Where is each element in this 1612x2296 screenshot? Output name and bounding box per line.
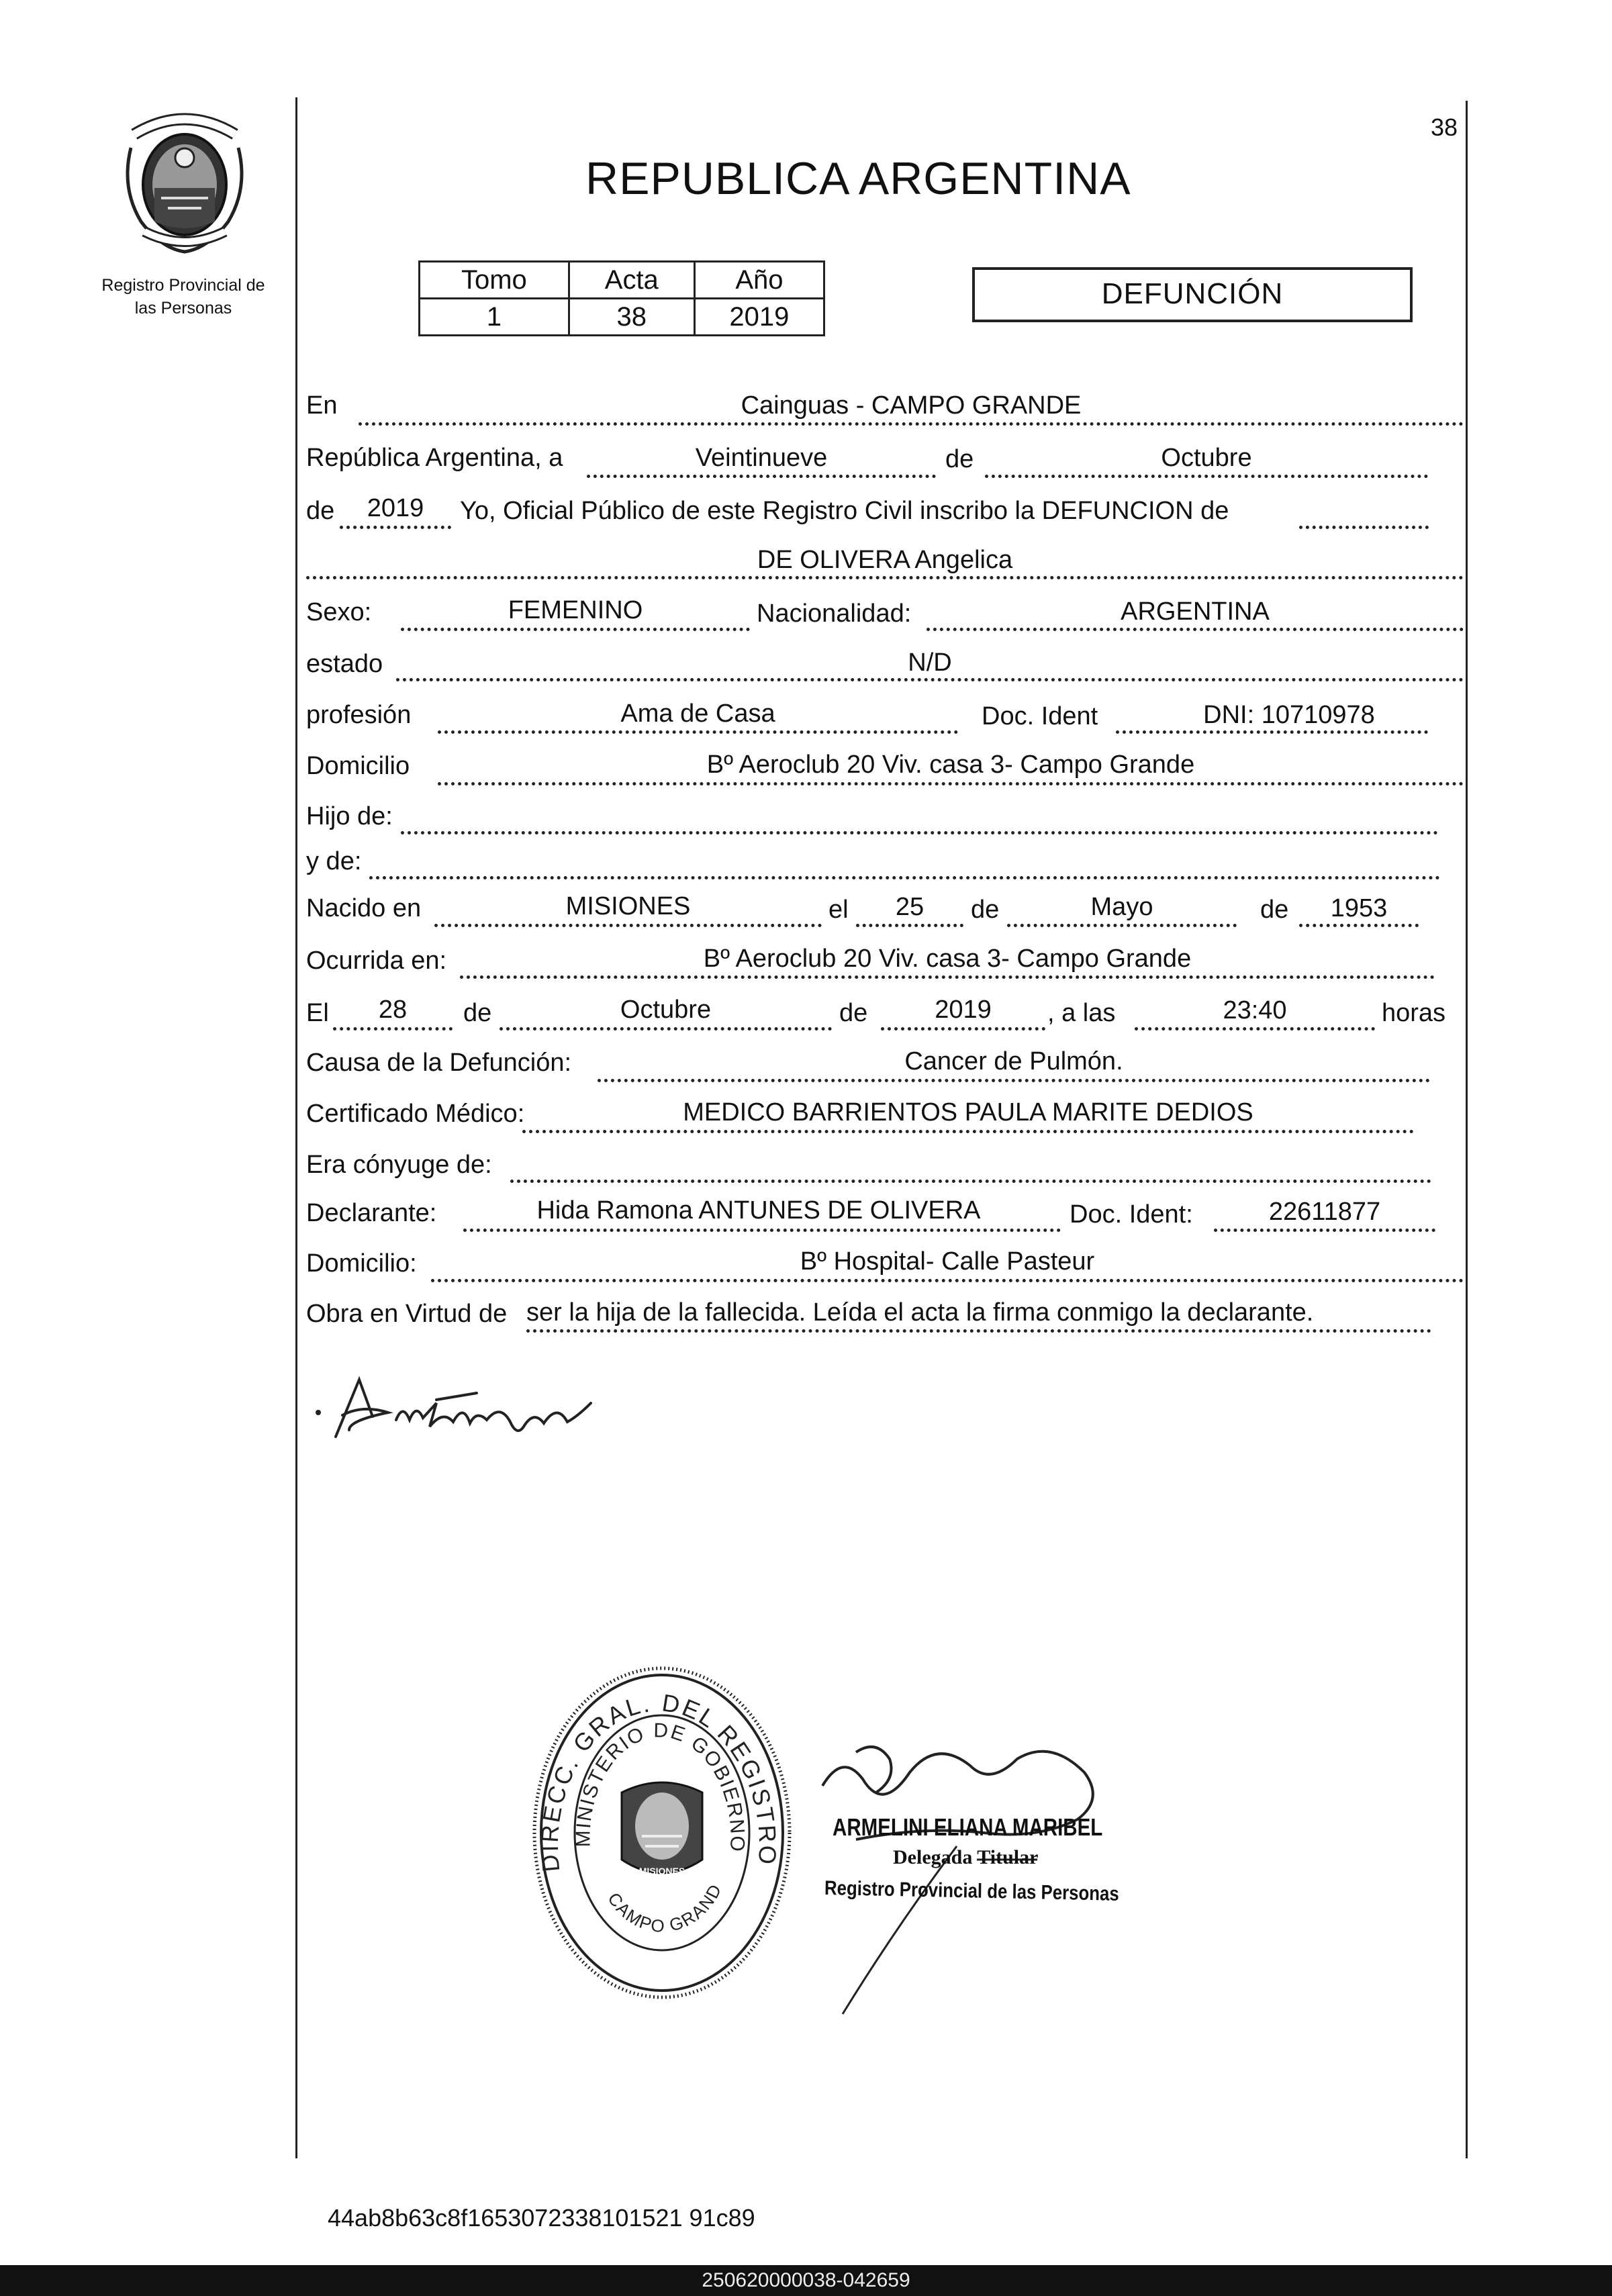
official-round-stamp — [521, 1658, 803, 2007]
stamp-bottom-text: CAMPO GRAND — [604, 1880, 726, 1937]
obra-value: ser la hija de la fallecida. Leída el acta la firma conmigo la declarante. — [526, 1298, 1314, 1327]
profesion-label: profesión — [306, 701, 412, 729]
de4-label: de — [1260, 896, 1289, 924]
decl-doc-dotted-line — [1214, 1229, 1435, 1232]
nac-anio-value: 1953 — [1330, 894, 1388, 922]
sexo-dotted-line — [401, 628, 750, 631]
def-dia-value: 28 — [378, 996, 408, 1024]
el-label: el — [828, 896, 849, 924]
en-label: En — [306, 391, 338, 420]
oficial-trailing-dots — [1299, 526, 1429, 529]
stamp-inner-text: MINISTERIO DE GOBIERNO — [572, 1719, 749, 1854]
yde-dotted-line — [369, 876, 1440, 879]
certificado-label: Certificado Médico: — [306, 1100, 525, 1128]
logo-caption-line2: las Personas — [134, 299, 232, 318]
hijo-label: Hijo de: — [306, 802, 393, 830]
nombre-dotted-line — [306, 576, 1464, 579]
causa-value: Cancer de Pulmón. — [904, 1047, 1123, 1075]
sexo-label: Sexo: — [306, 598, 372, 626]
de5-label: de — [463, 999, 492, 1027]
horas-label: horas — [1382, 999, 1446, 1027]
en-value: Cainguas - CAMPO GRANDE — [741, 391, 1082, 420]
certificado-value: MEDICO BARRIENTOS PAULA MARITE DEDIOS — [683, 1098, 1253, 1127]
declarant-signature — [309, 1363, 631, 1457]
mes-dotted-line — [985, 475, 1428, 478]
dia-value: Veintinueve — [695, 444, 828, 472]
stamp-outer-text: DIRECC. GRAL. DEL REGISTRO — [535, 1688, 782, 1874]
alas-label: , a las — [1047, 999, 1116, 1027]
page-number: 38 — [1431, 113, 1458, 141]
de6-label: de — [839, 999, 868, 1027]
stamp-center-text: MISIONES — [638, 1866, 685, 1876]
de-label: de — [945, 445, 974, 473]
hijo-dotted-line — [401, 831, 1438, 834]
republica-label: República Argentina, a — [306, 444, 563, 472]
declarante-label: Declarante: — [306, 1199, 437, 1227]
estado-value: N/D — [908, 649, 952, 677]
yde-label: y de: — [306, 847, 362, 875]
nacionalidad-value: ARGENTINA — [1121, 597, 1270, 626]
conyuge-dotted-line — [510, 1180, 1431, 1183]
certificado-dotted-line — [522, 1130, 1414, 1133]
document-type-box: DEFUNCIÓN — [972, 267, 1413, 322]
acta-value: 38 — [569, 299, 694, 336]
causa-label: Causa de la Defunción: — [306, 1049, 572, 1077]
anio-value: 2019 — [367, 494, 424, 522]
doc-ident-label: Doc. Ident — [982, 702, 1098, 730]
obra-dotted-line — [526, 1329, 1431, 1333]
def-mes-value: Octubre — [620, 996, 712, 1024]
domicilio-value: Bº Aeroclub 20 Viv. casa 3- Campo Grande — [706, 751, 1195, 779]
nacionalidad-dotted-line — [927, 628, 1464, 631]
def-hora-value: 23:40 — [1223, 996, 1287, 1024]
obra-label: Obra en Virtud de — [306, 1300, 508, 1328]
declarante-value: Hida Ramona ANTUNES DE OLIVERA — [536, 1196, 981, 1225]
decl-doc-label: Doc. Ident: — [1070, 1200, 1193, 1229]
profesion-value: Ama de Casa — [620, 700, 775, 728]
anio-dotted-line — [340, 526, 451, 529]
nacido-value: MISIONES — [565, 892, 691, 920]
nacido-dotted-line — [434, 924, 822, 927]
ocurrida-value: Bº Aeroclub 20 Viv. casa 3- Campo Grande — [703, 945, 1192, 973]
en-dotted-line — [359, 422, 1464, 426]
nombre-value: DE OLIVERA Angelica — [757, 546, 1013, 574]
de2-label: de — [306, 497, 335, 525]
oficial-text: Yo, Oficial Público de este Registro Civil inscribo la DEFUNCION de — [460, 497, 1229, 525]
el2-label: El — [306, 999, 329, 1027]
decl-doc-value: 22611877 — [1268, 1198, 1381, 1226]
province-shield-logo — [114, 107, 255, 255]
ocurrida-label: Ocurrida en: — [306, 947, 447, 975]
conyuge-label: Era cónyuge de: — [306, 1151, 492, 1179]
official-role: Delegada Titular — [893, 1846, 1039, 1868]
causa-dotted-line — [598, 1079, 1430, 1082]
def-anio-dotted-line — [881, 1027, 1045, 1031]
de3-label: de — [971, 896, 1000, 924]
official-signature-scribble — [816, 1725, 1151, 2021]
mes-value: Octubre — [1161, 444, 1252, 472]
def-anio-value: 2019 — [935, 996, 992, 1024]
anio-value: 2019 — [694, 299, 824, 336]
nac-mes-value: Mayo — [1090, 893, 1153, 921]
def-hora-dotted-line — [1135, 1027, 1375, 1031]
estado-label: estado — [306, 650, 383, 678]
page-title: REPUBLICA ARGENTINA — [585, 153, 1131, 204]
nac-anio-dotted-line — [1299, 924, 1419, 927]
nacionalidad-label: Nacionalidad: — [757, 600, 912, 628]
profesion-dotted-line — [438, 730, 958, 734]
sexo-value: FEMENINO — [508, 596, 643, 624]
doc-value: DNI: 10710978 — [1203, 701, 1375, 729]
domicilio2-value: Bº Hospital- Calle Pasteur — [800, 1247, 1095, 1276]
estado-dotted-line — [396, 678, 1464, 681]
nac-dia-value: 25 — [895, 893, 924, 921]
tomo-header: Tomo — [420, 262, 569, 299]
domicilio-dotted-line — [438, 782, 1464, 785]
act-info-table — [418, 260, 825, 336]
logo-caption-line1: Registro Provincial de — [101, 276, 265, 295]
official-name: ARMELINI ELIANA MARIBEL — [833, 1813, 1103, 1841]
ocurrida-dotted-line — [460, 975, 1435, 979]
footer-code: 250620000038-042659 — [702, 2269, 910, 2291]
tomo-value: 1 — [420, 299, 569, 336]
official-office: Registro Provincial de las Personas — [824, 1877, 1119, 1905]
domicilio2-dotted-line — [431, 1279, 1464, 1282]
domicilio2-label: Domicilio: — [306, 1249, 417, 1278]
declarante-dotted-line — [463, 1229, 1061, 1232]
footer-code-bar — [0, 2265, 1612, 2296]
def-mes-dotted-line — [500, 1027, 832, 1031]
domicilio-label: Domicilio — [306, 752, 410, 780]
right-margin-line — [1466, 101, 1468, 2158]
def-dia-dotted-line — [333, 1027, 453, 1031]
left-margin-line — [295, 97, 297, 2158]
acta-header: Acta — [569, 262, 694, 299]
document-hash: 44ab8b63c8f1653072338101521 91c89 — [328, 2204, 755, 2232]
dia-dotted-line — [587, 475, 936, 478]
nac-dia-dotted-line — [856, 924, 963, 927]
nacido-label: Nacido en — [306, 894, 422, 922]
nac-mes-dotted-line — [1007, 924, 1237, 927]
doc-dotted-line — [1116, 730, 1428, 734]
anio-header: Año — [694, 262, 824, 299]
